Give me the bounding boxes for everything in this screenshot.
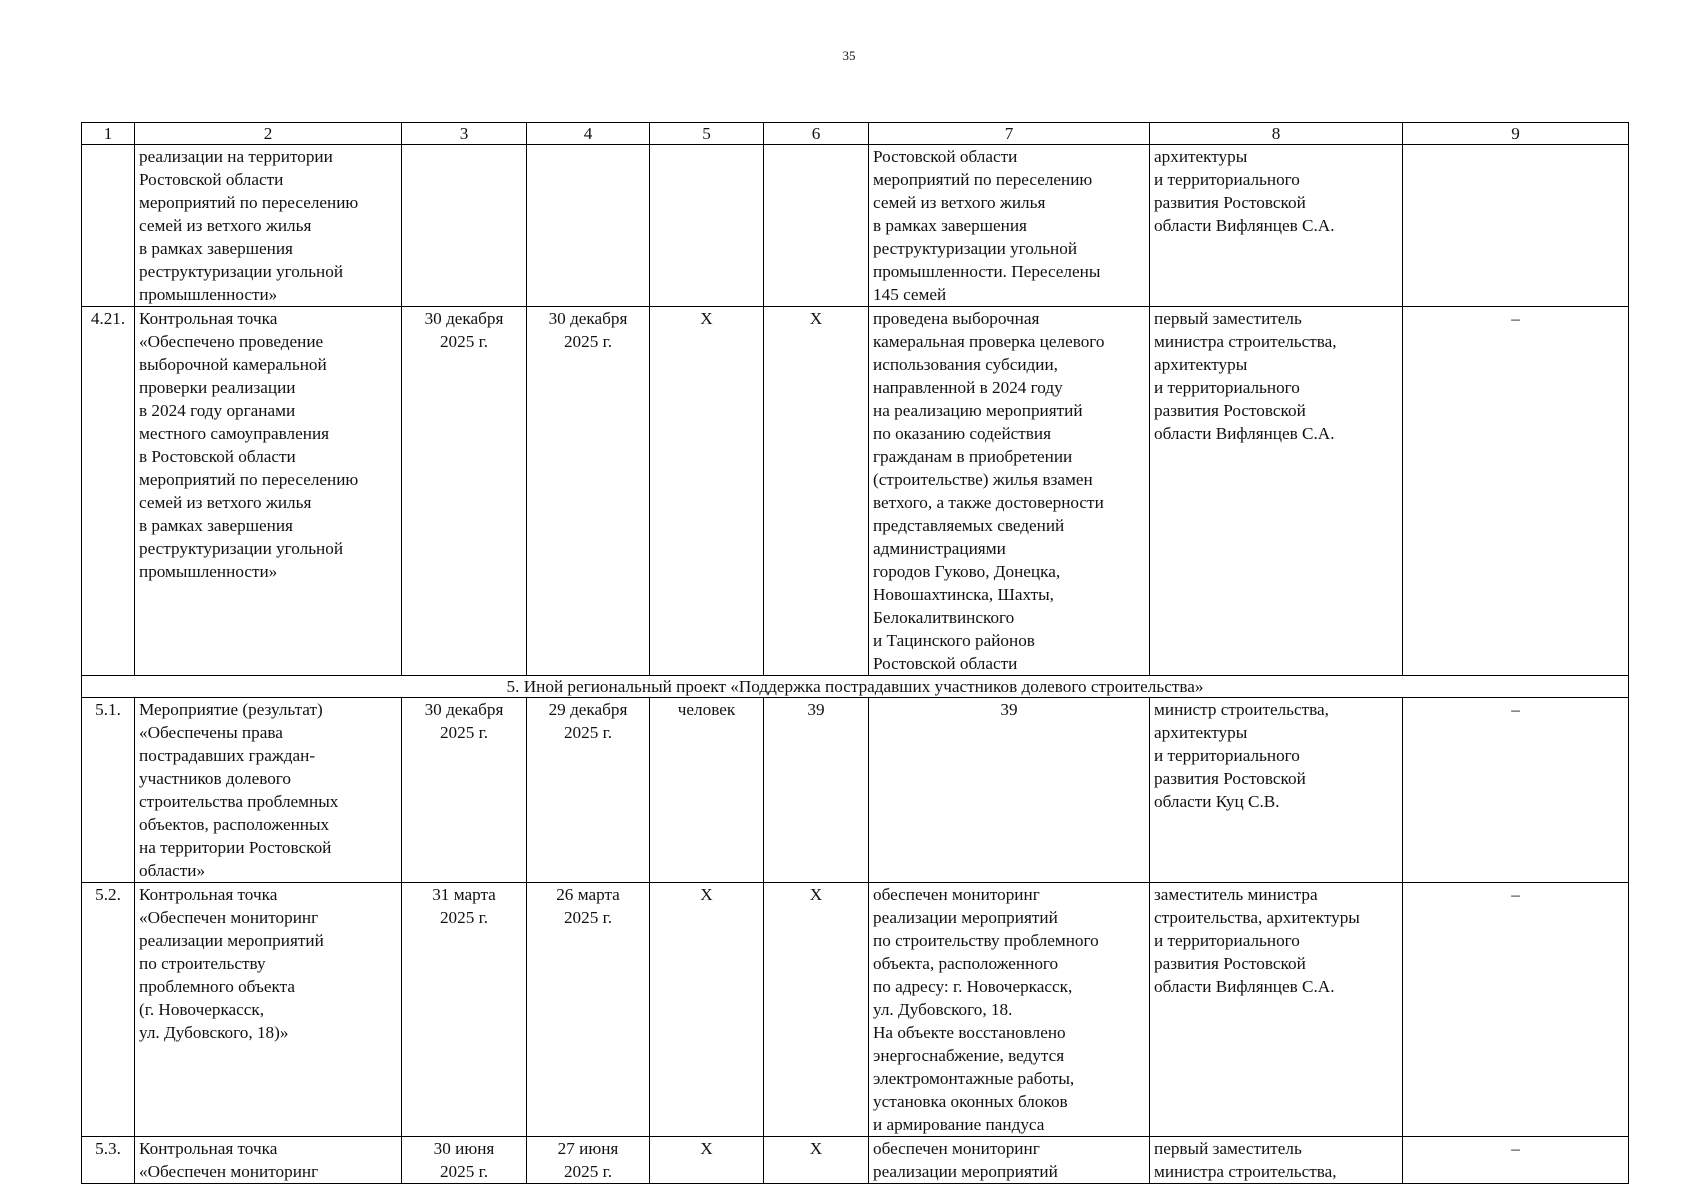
cell-note: –: [1403, 698, 1629, 883]
cell-plan-date: 30 декабря 2025 г.: [402, 307, 527, 676]
cell-fact-date: 27 июня 2025 г.: [527, 1137, 650, 1184]
cell-plan-date: 30 декабря 2025 г.: [402, 698, 527, 883]
table-header-row: [82, 123, 1629, 145]
cell-result: проведена выборочная камеральная проверка целевого использования субсидии, направленной в 2024 году на реализацию мероприятий по оказанию содействия гражданам в приобретении (строительстве) жилья взамен ветхого, а также достоверности представляемых сведений администрациями городов Гуково, Донецка, Новошахтинска, Шахты, Белокалитвинского и Тацинского районов Ростовской области: [869, 307, 1150, 676]
cell-responsible: первый заместитель министра строительства, архитектуры и территориального развития Ростовской области Вифлянцев С.А.: [1150, 307, 1403, 676]
table-row: [82, 698, 1629, 883]
cell-plan-value: 39: [764, 698, 869, 883]
cell-note: –: [1403, 307, 1629, 676]
cell-plan-value: Х: [764, 1137, 869, 1184]
page-number: 35: [842, 48, 856, 63]
cell-name: Контрольная точка «Обеспечен мониторинг реализации мероприятий по строительству проблемного объекта (г. Новочеркасск, ул. Дубовского, 18)»: [135, 883, 402, 1137]
cell-name: Контрольная точка «Обеспечен мониторинг: [135, 1137, 402, 1184]
table-row: [82, 1137, 1629, 1184]
cell-number: 5.3.: [82, 1137, 135, 1184]
column-header-7: 7: [869, 123, 1150, 145]
cell-fact-date: 26 марта 2025 г.: [527, 883, 650, 1137]
column-header-4: 4: [527, 123, 650, 145]
cell-result: обеспечен мониторинг реализации мероприятий: [869, 1137, 1150, 1184]
column-header-1: 1: [82, 123, 135, 145]
column-header-8: 8: [1150, 123, 1403, 145]
cell-plan-date: 30 июня 2025 г.: [402, 1137, 527, 1184]
table-row: [82, 883, 1629, 1137]
cell-number: 5.1.: [82, 698, 135, 883]
cell-unit: [650, 145, 764, 307]
cell-fact-date: 29 декабря 2025 г.: [527, 698, 650, 883]
cell-plan-value: Х: [764, 883, 869, 1137]
column-header-5: 5: [650, 123, 764, 145]
cell-fact-date: 30 декабря 2025 г.: [527, 307, 650, 676]
column-header-9: 9: [1403, 123, 1629, 145]
cell-note: –: [1403, 1137, 1629, 1184]
column-header-3: 3: [402, 123, 527, 145]
cell-name: Контрольная точка «Обеспечено проведение выборочной камеральной проверки реализации в 2024 году органами местного самоуправления в Ростовской области мероприятий по переселению семей из ветхого жилья в рамках завершения реструктуризации угольной промышленности»: [135, 307, 402, 676]
cell-number: [82, 145, 135, 307]
column-header-2: 2: [135, 123, 402, 145]
table-row: [82, 145, 1629, 307]
cell-name: реализации на территории Ростовской области мероприятий по переселению семей из ветхого жилья в рамках завершения реструктуризации угольной промышленности»: [135, 145, 402, 307]
cell-note: [1403, 145, 1629, 307]
cell-plan-value: [764, 145, 869, 307]
cell-note: –: [1403, 883, 1629, 1137]
cell-responsible: первый заместитель министра строительства,: [1150, 1137, 1403, 1184]
section-row: [82, 676, 1629, 698]
cell-responsible: министр строительства, архитектуры и территориального развития Ростовской области Куц С.В.: [1150, 698, 1403, 883]
cell-name: Мероприятие (результат) «Обеспечены права пострадавших граждан- участников долевого строительства проблемных объектов, расположенных на территории Ростовской области»: [135, 698, 402, 883]
cell-number: 5.2.: [82, 883, 135, 1137]
cell-result: 39: [869, 698, 1150, 883]
cell-result: Ростовской области мероприятий по переселению семей из ветхого жилья в рамках завершения реструктуризации угольной промышленности. Переселены 145 семей: [869, 145, 1150, 307]
cell-responsible: заместитель министра строительства, архитектуры и территориального развития Ростовской области Вифлянцев С.А.: [1150, 883, 1403, 1137]
section-title: 5. Иной региональный проект «Поддержка пострадавших участников долевого строительства»: [82, 676, 1629, 698]
cell-result: обеспечен мониторинг реализации мероприятий по строительству проблемного объекта, расположенного по адресу: г. Новочеркасск, ул. Дубовского, 18. На объекте восстановлено энергоснабжение, ведутся электромонтажные работы, установка оконных блоков и армирование пандуса: [869, 883, 1150, 1137]
report-table: [81, 122, 1629, 1184]
column-header-6: 6: [764, 123, 869, 145]
cell-number: 4.21.: [82, 307, 135, 676]
cell-responsible: архитектуры и территориального развития Ростовской области Вифлянцев С.А.: [1150, 145, 1403, 307]
cell-unit: Х: [650, 1137, 764, 1184]
cell-plan-value: Х: [764, 307, 869, 676]
cell-unit: Х: [650, 883, 764, 1137]
table-row: [82, 307, 1629, 676]
cell-fact-date: [527, 145, 650, 307]
cell-unit: человек: [650, 698, 764, 883]
cell-unit: Х: [650, 307, 764, 676]
cell-plan-date: 31 марта 2025 г.: [402, 883, 527, 1137]
cell-plan-date: [402, 145, 527, 307]
